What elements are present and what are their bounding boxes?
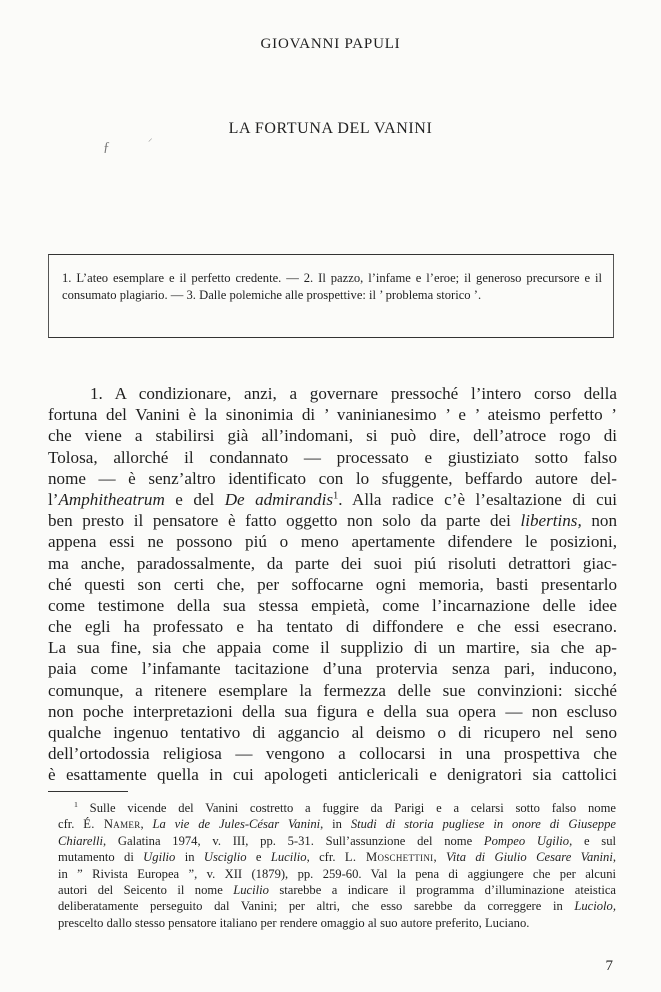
body-line: fortuna del Vanini è la sinonimia di ’ vaninianesimo ’ e ’ ateismo perfetto ’	[48, 405, 617, 425]
text-run: ,	[433, 850, 446, 865]
text-run: Sulle vicende del Vanini costretto a fuggire da Parigi e a celarsi sotto falso nome	[77, 801, 616, 815]
text-run: autori del Seicento il nome	[58, 882, 234, 897]
italic-term: libertins,	[520, 511, 582, 531]
footnote-line: in ” Rivista Europea ”, v. XII (1879), pp. 259-60. Val la pena di aggiungere che per alcuni	[58, 866, 616, 881]
body-line: come testimone della sua stessa empietà, come l’incarnazione delle idee	[48, 595, 617, 615]
body-line: ma anche, paradossalmente, da parte dei suoi piú risoluti detrattori giac-	[48, 553, 617, 573]
body-line: non poche interpretazioni della sua figura e della sua opera — non escluso	[48, 701, 617, 721]
margin-mark: ƒ	[103, 140, 110, 155]
text-run: e	[246, 850, 271, 865]
italic-term: Lucilio	[270, 850, 307, 865]
work-title: De admirandis	[224, 489, 333, 509]
work-title: Chiarelli	[58, 833, 104, 848]
text-run: ben presto il pensatore è fatto oggetto non solo da parte dei	[48, 511, 521, 531]
footnote-line: prescelto dallo stesso pensatore italiano per rendere omaggio al suo autore preferito, Luciano.	[58, 915, 530, 930]
text-run: starebbe a indicare il programma d’illuminazione ateistica	[268, 882, 616, 897]
text-run: ,	[612, 850, 616, 865]
work-title: Vita di Giulio Cesare Vanini	[445, 850, 613, 865]
author-name: É. Namer	[83, 817, 141, 832]
body-line: ché questi son certi che, per soffocarne ogni memoria, basti presentarlo	[48, 574, 617, 594]
text-run: , cfr.	[306, 850, 345, 865]
text-run: non	[581, 511, 618, 531]
italic-term: Luciolo,	[574, 899, 616, 914]
text-run: l’	[48, 489, 59, 509]
body-line: Tolosa, allorché il condannato — processato e giustiziato sotto falso	[48, 447, 617, 467]
work-title: Studi di storia pugliese in onore di Giuseppe	[350, 817, 616, 832]
footnote-line	[58, 882, 616, 898]
body-line: La sua fine, sia che appaia come il supplizio di un martire, sia che ap-	[48, 638, 617, 658]
body-line: comunque, a ritenere esemplare la fermezza delle sue convinzioni: sicché	[48, 680, 617, 700]
body-line: 1. A condizionare, anzi, a governare pressoché l’intero corso della	[90, 384, 617, 403]
italic-term: Ugilio	[143, 850, 176, 865]
text-run: e del	[164, 489, 225, 509]
text-run: deliberatamente perseguito dal Vanini; per altri, che esso sarebbe da correggere in	[58, 899, 575, 914]
body-paragraph	[48, 383, 617, 786]
body-line: paia come l’infamante tacitazione d’una protervia senza pari, inducono,	[48, 659, 617, 679]
page-number: 7	[605, 958, 613, 974]
footnote-rule	[48, 791, 128, 792]
body-line: qualche ingenuo tentativo di aggancio al deismo o di ricupero nel seno	[48, 723, 617, 742]
section-summary: 1. L’ateo esemplare e il perfetto credente. — 2. Il pazzo, l’infame e l’eroe; il generoso precursore e il consumato plagiario. — 3. Dalle polemiche alle prospettive: il ’ problema storico ’.	[62, 271, 602, 302]
work-title: La vie de Jules-César Vanini	[152, 817, 321, 832]
text-run: mutamento di	[58, 850, 144, 865]
article-title: LA FORTUNA DEL VANINI	[228, 120, 433, 137]
footnote-ref: 1	[332, 490, 339, 502]
italic-term: Pompeo Ugilio	[483, 833, 570, 848]
text-run: ,	[140, 817, 153, 832]
footnote-line	[58, 849, 616, 865]
body-line: che egli ha professato e ha tentato di diffondere e che essi esecrano.	[48, 617, 617, 637]
body-line: che viene a stabilirsi già all’indomani, si può dire, dell’atroce rogo di	[48, 426, 617, 446]
italic-term: Usciglio	[203, 850, 247, 865]
footnote	[58, 800, 616, 931]
text-run: . Alla radice c’è l’esaltazione di cui	[338, 489, 617, 509]
body-line: dell’ortodossia religiosa — vengono a collocarsi in una prospettiva che	[48, 744, 617, 764]
margin-mark-small: ⸝	[148, 133, 153, 143]
text-run: , Galatina 1974, v. III, pp. 5-31. Sull’assunzione del nome	[103, 833, 484, 848]
text-run: cfr.	[58, 817, 84, 832]
italic-term: Lucilio	[233, 882, 269, 897]
footnote-line	[58, 833, 616, 849]
footnote-line	[58, 800, 616, 816]
body-line: nome — è senz’altro identificato con lo sfuggente, beffardo autore del-	[48, 468, 617, 488]
footnote-line	[58, 816, 616, 832]
body-line: è esattamente quella in cui apologeti anticlericali e denigratori sia cattolici	[48, 765, 617, 785]
body-line	[48, 510, 617, 531]
body-line	[48, 489, 617, 510]
author-heading: GIOVANNI PAPULI	[260, 36, 401, 52]
text-run: in	[175, 850, 204, 865]
text-run: , e sul	[569, 833, 616, 848]
text-run: , in	[320, 817, 351, 832]
body-line: appena essi ne possono piú o meno apertamente difendere le posizioni,	[48, 532, 617, 552]
footnote-number: 1	[74, 799, 78, 809]
footnote-line	[58, 898, 616, 914]
author-name: L. Moschettini	[344, 850, 434, 865]
work-title: Amphitheatrum	[58, 489, 165, 509]
